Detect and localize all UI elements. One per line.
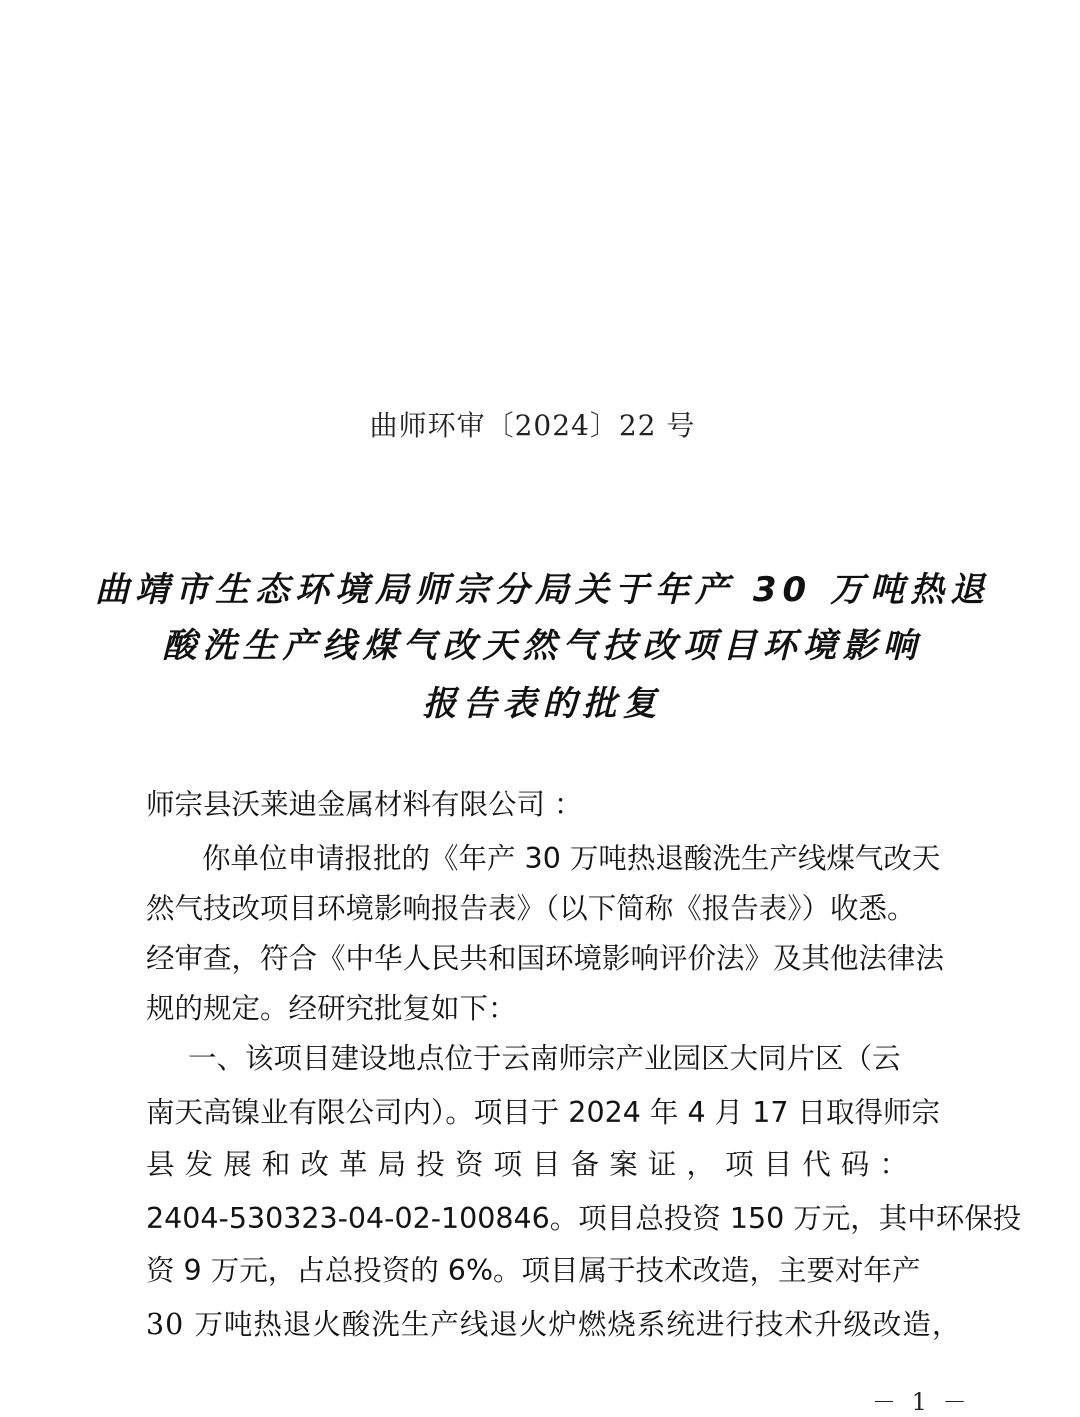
page-number: － 1 － (872, 1388, 971, 1416)
document-title-line-3: 报告表的批复 (422, 684, 663, 724)
body-line-3: 经审查，符合《中华人民共和国环境影响评价法》及其他法律法 (146, 942, 945, 975)
body-line-4: 规的规定。经研究批复如下： (146, 992, 517, 1025)
document-title-line-2: 酸洗生产线煤气改天然气技改项目环境影响 (162, 626, 923, 666)
body-line-2: 然气技改项目环境影响报告表》（以下简称《报告表》）收悉。 (146, 892, 916, 925)
body-line-10: 30 万吨热退火酸洗生产线退火炉燃烧系统进行技术升级改造， (146, 1308, 962, 1341)
body-line-5: 一、该项目建设地点位于云南师宗产业园区大同片区（云 (188, 1042, 901, 1075)
document-title-line-1: 曲靖市生态环境局师宗分局关于年产 30 万吨热退 (95, 570, 990, 610)
addressee: 师宗县沃莱迪金属材料有限公司 ： (146, 788, 583, 821)
document-number: 曲师环审〔2024〕22 号 (369, 409, 696, 442)
body-line-8: 2404-530323-04-02-100846。项目总投资 150 万元，其中环保投 (146, 1202, 1022, 1235)
body-line-6: 南天高镍业有限公司内）。项目于 2024 年 4 月 17 日取得师宗 (146, 1096, 941, 1129)
body-line-1: 你单位申请报批的《年产 30 万吨热退酸洗生产线煤气改天 (202, 842, 941, 875)
body-line-9: 资 9 万元，占总投资的 6%。项目属于技术改造，主要对年产 (146, 1254, 921, 1287)
body-line-7: 县发展和改革局投资项目备案证，项目代码： (146, 1148, 908, 1181)
